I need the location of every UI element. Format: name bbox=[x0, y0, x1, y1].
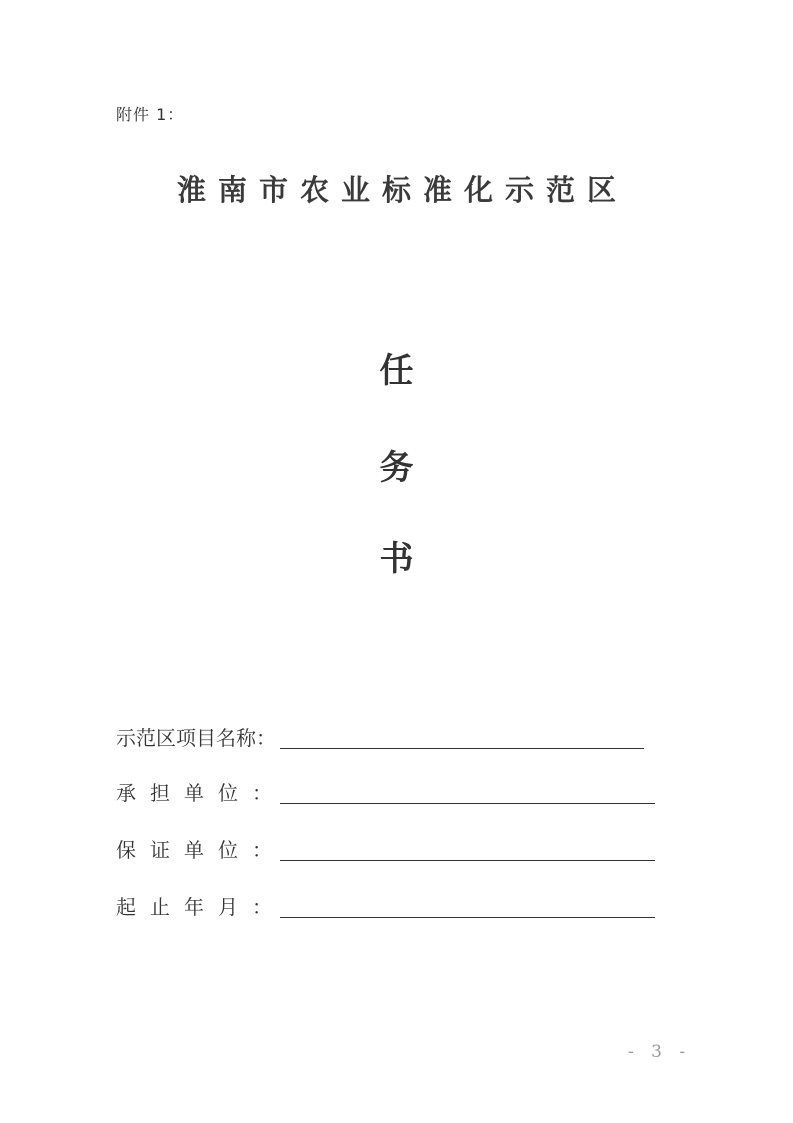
undertaking-unit-label: 承担单位： bbox=[116, 781, 286, 805]
heading-char-wu: 务 bbox=[379, 448, 414, 488]
start-end-date-field[interactable] bbox=[280, 916, 655, 918]
start-end-date-label: 起止年月： bbox=[116, 895, 286, 919]
document-title: 淮南市农业标准化示范区 bbox=[176, 173, 628, 207]
guarantee-unit-label: 保证单位： bbox=[116, 838, 286, 862]
form-row-guarantee-unit bbox=[116, 832, 655, 862]
form-row-project-name bbox=[116, 720, 644, 750]
undertaking-unit-field[interactable] bbox=[280, 802, 655, 804]
guarantee-unit-field[interactable] bbox=[280, 859, 655, 861]
form-row-start-end-date bbox=[116, 889, 655, 919]
heading-char-shu: 书 bbox=[379, 539, 414, 579]
project-name-label: 示范区项目名称： bbox=[116, 726, 276, 750]
page-number: - 3 - bbox=[628, 1042, 692, 1062]
attachment-label: 附件 1： bbox=[116, 105, 185, 124]
form-row-undertaking-unit bbox=[116, 775, 655, 805]
project-name-field[interactable] bbox=[280, 747, 644, 749]
heading-char-ren: 任 bbox=[379, 351, 414, 391]
